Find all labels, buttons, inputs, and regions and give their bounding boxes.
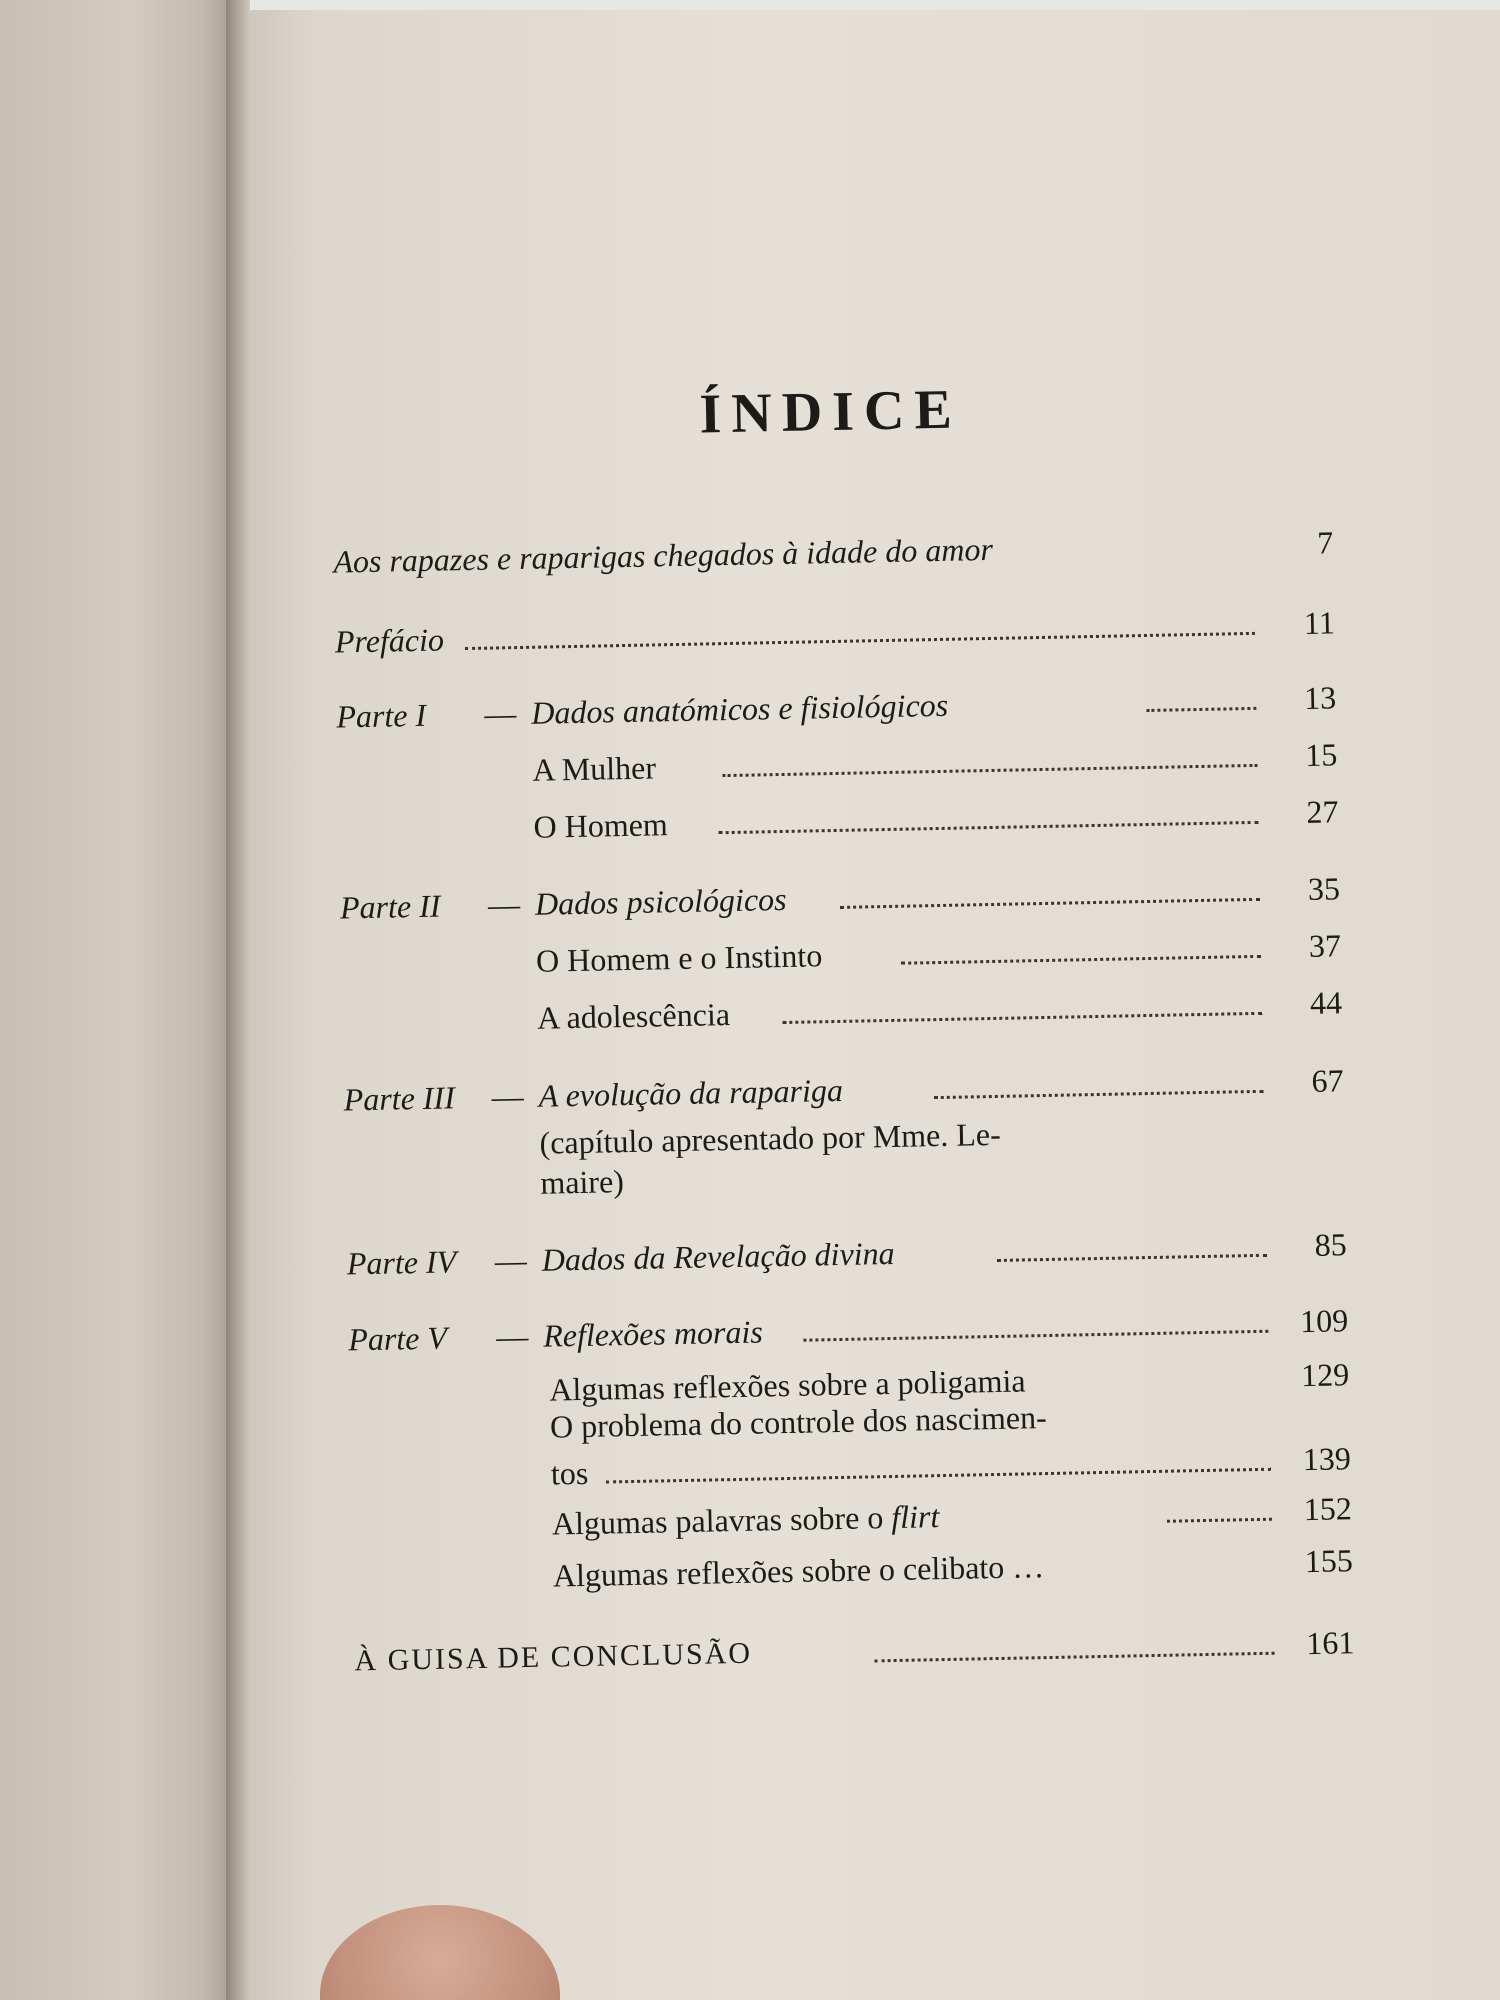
part-label: Parte III <box>343 1079 456 1118</box>
toc-entry-homem <box>338 789 1339 852</box>
toc-page-number: 7 <box>1316 524 1334 561</box>
toc-entry-note: (capítulo apresentado por Mme. Le- <box>539 1115 1002 1161</box>
part-dash: — <box>495 1317 529 1355</box>
toc-page-number: 11 <box>1303 604 1336 641</box>
toc-page-number: 35 <box>1307 870 1341 907</box>
part-label: Parte V <box>347 1319 448 1358</box>
dot-leader <box>901 955 1261 965</box>
toc-entry-parte-5 <box>348 1298 1349 1361</box>
dot-leader <box>1146 707 1256 712</box>
toc-page-number: 15 <box>1304 736 1338 773</box>
part-dash: — <box>483 695 517 732</box>
toc-page-number: 27 <box>1306 793 1339 830</box>
part-dash: — <box>494 1241 528 1279</box>
toc-entry-instinto <box>341 923 1342 986</box>
page-title: ÍNDICE <box>698 378 963 446</box>
toc-page-number: 155 <box>1304 1542 1354 1580</box>
toc-entry-adolescencia <box>342 980 1343 1043</box>
toc-entry-text: Dados psicológicos <box>534 880 787 922</box>
toc-page-number: 152 <box>1303 1490 1353 1528</box>
dot-leader <box>782 1012 1262 1024</box>
dot-leader <box>997 1254 1267 1262</box>
toc-entry-text: Prefácio <box>334 621 445 660</box>
toc-page-number: 129 <box>1300 1356 1350 1394</box>
toc-page-number: 37 <box>1308 927 1342 964</box>
toc-entry-parte-4 <box>346 1222 1347 1285</box>
dot-leader <box>1167 1518 1272 1523</box>
toc-entry-text: tos <box>550 1454 589 1492</box>
dot-leader <box>840 898 1260 909</box>
toc-entry-note: maire) <box>540 1163 625 1201</box>
toc-entry-text: Algumas reflexões sobre o celibato … <box>552 1548 1045 1594</box>
toc-entry-parte-1 <box>336 675 1337 738</box>
toc-entry-text: O Homem <box>533 806 669 845</box>
toc-entry-parte-2 <box>340 866 1341 929</box>
dot-leader <box>803 1330 1268 1342</box>
toc-entry-parte-3 <box>343 1058 1344 1121</box>
part-dash: — <box>491 1078 525 1115</box>
dot-leader <box>719 821 1259 834</box>
toc-entry-text <box>551 1494 939 1545</box>
toc-entry-emphasis: flirt <box>890 1498 940 1536</box>
book-gutter <box>226 0 250 2000</box>
toc-entry-text: Dados da Revelação divina <box>541 1234 895 1278</box>
toc-page-number: 161 <box>1305 1624 1355 1662</box>
toc-page-number: 85 <box>1314 1226 1348 1263</box>
part-dash: — <box>487 886 521 923</box>
toc-entry-text: A Mulher <box>532 749 657 788</box>
part-label: Parte I <box>336 696 427 735</box>
left-page-edge <box>0 0 236 2000</box>
toc-entry-text: Algumas reflexões sobre a poligamia <box>548 1362 1026 1408</box>
toc-entry-prefacio <box>335 600 1336 663</box>
toc-entry-conclusao <box>354 1620 1355 1683</box>
dot-leader <box>465 632 1255 650</box>
toc-page-number: 13 <box>1303 679 1337 716</box>
toc-page-number: 109 <box>1299 1302 1349 1340</box>
part-label: Parte II <box>339 887 441 926</box>
toc-entry-text: O Homem e o Instinto <box>535 937 823 979</box>
toc-entry-mulher <box>337 732 1338 795</box>
toc-page-number: 139 <box>1302 1440 1352 1478</box>
toc-page-number: 67 <box>1311 1062 1344 1099</box>
toc-entry-text: O problema do controle dos nascimen- <box>549 1399 1048 1445</box>
dot-leader <box>606 1468 1271 1484</box>
toc-entry-celibato <box>353 1538 1354 1601</box>
toc-entry-text: A evolução da rapariga <box>538 1071 844 1114</box>
toc-page-number: 44 <box>1309 984 1343 1021</box>
table-of-contents <box>330 370 1356 1749</box>
toc-entry-intro <box>333 520 1334 583</box>
toc-entry-text: Reflexões morais <box>542 1313 764 1354</box>
dot-leader <box>875 1652 1275 1663</box>
toc-entry-text-main: Algumas palavras sobre o <box>551 1499 892 1542</box>
toc-entry-text: À GUISA DE CONCLUSÃO <box>354 1636 753 1678</box>
part-label: Parte IV <box>346 1243 457 1282</box>
toc-entry-text: Dados anatómicos e fisiológicos <box>530 686 949 731</box>
dot-leader <box>723 764 1258 777</box>
dot-leader <box>934 1090 1264 1099</box>
toc-entry-text: Aos rapazes e raparigas chegados à idade do amor <box>333 530 994 580</box>
toc-entry-text: A adolescência <box>536 996 731 1036</box>
